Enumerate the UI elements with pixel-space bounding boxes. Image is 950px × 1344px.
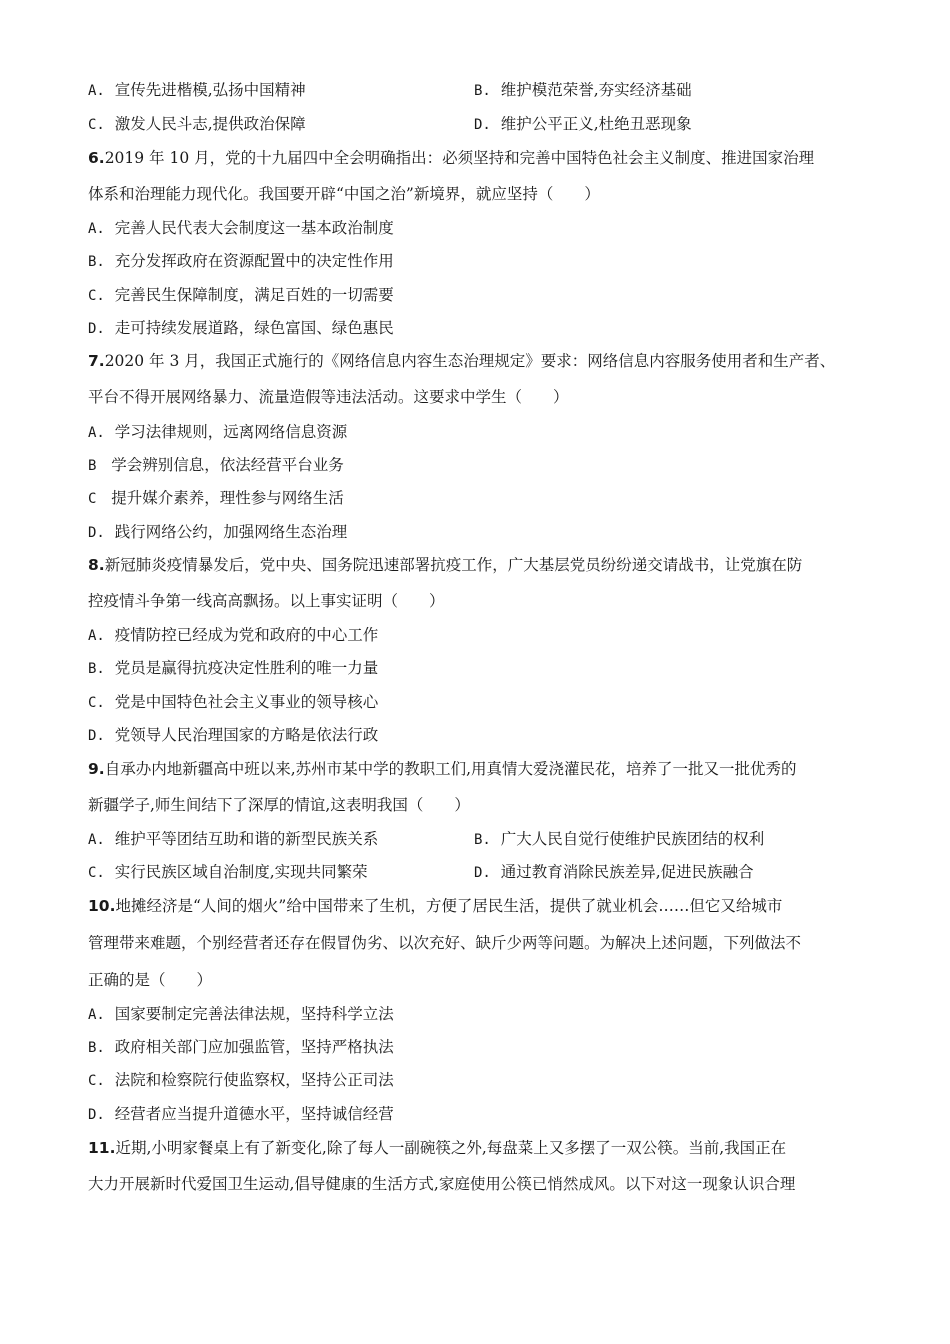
question-8-option-b[interactable]: B. 党员是赢得抗疫决定性胜利的唯一力量 <box>88 659 379 677</box>
question-10-option-b[interactable]: B. 政府相关部门应加强监管，坚持严格执法 <box>88 1038 394 1056</box>
question-11-stem-line-1: 11.近期,小明家餐桌上有了新变化,除了每人一副碗筷之外,每盘菜上又多摆了一双公筷。当前,我国正在 <box>88 1139 787 1157</box>
question-9-number: 9. <box>88 760 105 778</box>
question-9-stem-line-1: 9.自承办内地新疆高中班以来,苏州市某中学的教职工们,用真情大爱浇灌民花，培养了一批又一批优秀的 <box>88 760 797 778</box>
question-8-stem-line-1: 8.新冠肺炎疫情暴发后，党中央、国务院迅速部署抗疫工作，广大基层党员纷纷递交请战书，让党旗在防 <box>88 556 803 574</box>
question-7-stem-line-1: 7.2020 年 3 月，我国正式施行的《网络信息内容生态治理规定》要求：网络信息内容服务使用者和生产者、 <box>88 352 836 370</box>
question-10-stem-line-1: 10.地摊经济是“人间的烟火”给中国带来了生机，方便了居民生活，提供了就业机会……但它又给城市 <box>88 897 783 915</box>
question-10-number: 10. <box>88 897 116 915</box>
question-7-option-c[interactable]: C 提升媒介素养，理性参与网络生活 <box>88 489 344 507</box>
question-9-option-d[interactable]: D. 通过教育消除民族差异,促进民族融合 <box>474 863 754 881</box>
question-9-option-b[interactable]: B. 广大人民自觉行使维护民族团结的权利 <box>474 830 765 848</box>
question-10-stem-line-2: 管理带来难题，个别经营者还存在假冒伪劣、以次充好、缺斤少两等问题。为解决上述问题，下列做法不 <box>88 934 802 952</box>
question-11-number: 11. <box>88 1139 116 1157</box>
question-7-option-a[interactable]: A. 学习法律规则，远离网络信息资源 <box>88 423 348 441</box>
question-6-option-d[interactable]: D. 走可持续发展道路，绿色富国、绿色惠民 <box>88 319 394 337</box>
question-8-option-d[interactable]: D. 党领导人民治理国家的方略是依法行政 <box>88 726 379 744</box>
question-6-option-a[interactable]: A. 完善人民代表大会制度这一基本政治制度 <box>88 219 394 237</box>
question-8-number: 8. <box>88 556 105 574</box>
question-7-option-b[interactable]: B 学会辨别信息，依法经营平台业务 <box>88 456 344 474</box>
prev-option-d[interactable]: D. 维护公平正义,杜绝丑恶现象 <box>474 115 692 133</box>
question-9-stem-line-2: 新疆学子,师生间结下了深厚的情谊,这表明我国（ ） <box>88 796 470 814</box>
prev-option-c[interactable]: C. 激发人民斗志,提供政治保障 <box>88 115 306 133</box>
question-11-stem-line-2: 大力开展新时代爱国卫生运动,倡导健康的生活方式,家庭使用公筷已悄然成风。以下对这一现象认识合理 <box>88 1175 796 1193</box>
question-8-option-a[interactable]: A. 疫情防控已经成为党和政府的中心工作 <box>88 626 379 644</box>
question-6-stem-line-1: 6.2019 年 10 月，党的十九届四中全会明确指出：必须坚持和完善中国特色社会主义制度、推进国家治理 <box>88 149 815 167</box>
question-6-option-c[interactable]: C. 完善民生保障制度，满足百姓的一切需要 <box>88 286 394 304</box>
question-6-number: 6. <box>88 149 105 167</box>
question-8-stem-line-2: 控疫情斗争第一线高高飘扬。以上事实证明（ ） <box>88 592 445 610</box>
question-6-stem-line-2: 体系和治理能力现代化。我国要开辟“中国之治”新境界，就应坚持（ ） <box>88 185 600 203</box>
question-9-option-c[interactable]: C. 实行民族区域自治制度,实现共同繁荣 <box>88 863 368 881</box>
question-10-option-d[interactable]: D. 经营者应当提升道德水平，坚持诚信经营 <box>88 1105 394 1123</box>
question-9-option-a[interactable]: A. 维护平等团结互助和谐的新型民族关系 <box>88 830 379 848</box>
question-10-option-c[interactable]: C. 法院和检察院行使监察权，坚持公正司法 <box>88 1071 394 1089</box>
question-7-number: 7. <box>88 352 105 370</box>
question-7-option-d[interactable]: D. 践行网络公约，加强网络生态治理 <box>88 523 348 541</box>
question-7-stem-line-2: 平台不得开展网络暴力、流量造假等违法活动。这要求中学生（ ） <box>88 388 569 406</box>
question-8-option-c[interactable]: C. 党是中国特色社会主义事业的领导核心 <box>88 693 379 711</box>
question-10-option-a[interactable]: A. 国家要制定完善法律法规，坚持科学立法 <box>88 1005 394 1023</box>
prev-option-b[interactable]: B. 维护模范荣誉,夯实经济基础 <box>474 81 692 99</box>
question-10-stem-line-3: 正确的是（ ） <box>88 971 213 989</box>
prev-option-a[interactable]: A. 宣传先进楷模,弘扬中国精神 <box>88 81 306 99</box>
question-6-option-b[interactable]: B. 充分发挥政府在资源配置中的决定性作用 <box>88 252 394 270</box>
